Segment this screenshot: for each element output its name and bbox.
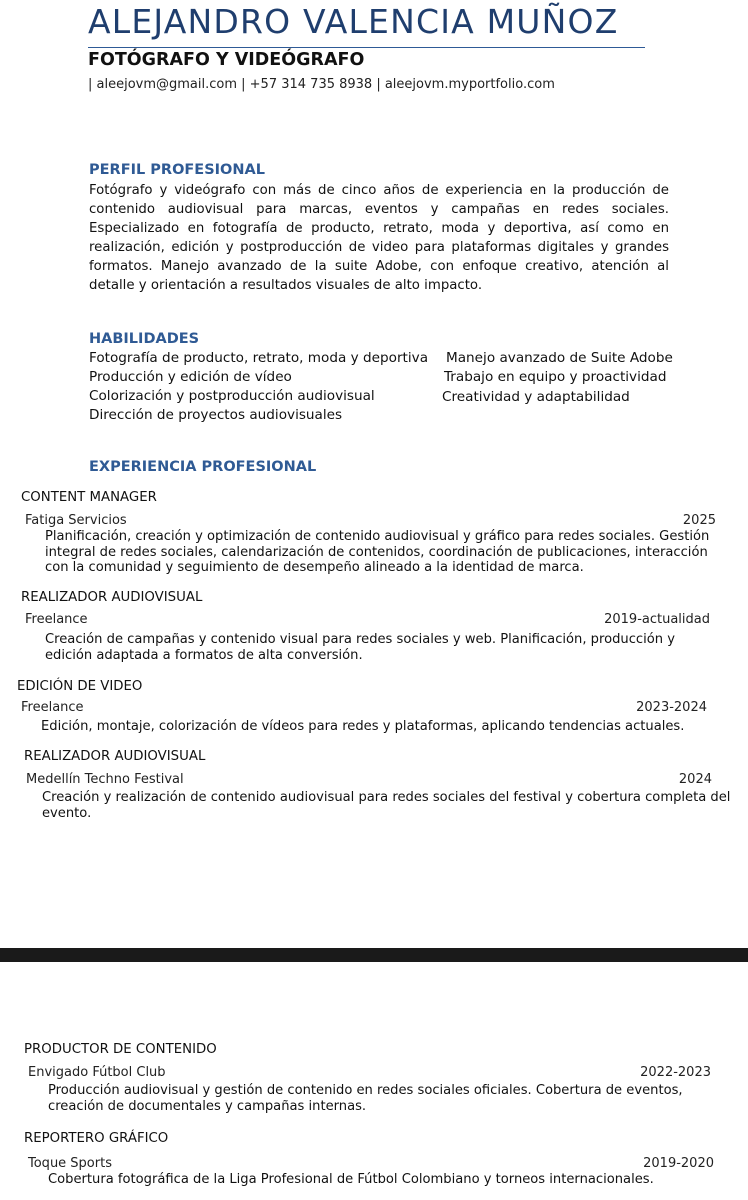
job-description: Producción audiovisual y gestión de contenido en redes sociales oficiales. Cobertura de eventos, creación de documentales y campañas internas.: [48, 1083, 683, 1114]
job-title: CONTENT MANAGER: [21, 490, 157, 505]
skill-item: Dirección de proyectos audiovisuales: [89, 407, 343, 423]
job-date: 2023-2024: [636, 700, 707, 715]
job-description: Cobertura fotográfica de la Liga Profesional de Fútbol Colombiano y torneos internacionales.: [48, 1172, 654, 1187]
job-organization: Fatiga Servicios: [25, 513, 127, 528]
profile-heading: PERFIL PROFESIONAL: [89, 162, 265, 178]
job-organization: Envigado Fútbol Club: [28, 1065, 166, 1080]
job-title: REALIZADOR AUDIOVISUAL: [24, 749, 206, 764]
job-organization: Medellín Techno Festival: [26, 772, 184, 787]
skills-heading: HABILIDADES: [89, 331, 200, 347]
profile-text: Fotógrafo y videógrafo con más de cinco años de experiencia en la producción de contenido audiovisual para marcas, eventos y campañas en redes sociales. Especializado en fotografía de producto, retrato, moda y deportiva, así como en realización, edición y postproducción de video para plataformas digitales y grandes formatos. Manejo avanzado de la suite Adobe, con enfoque creativo, atención al detalle y orientación a resultados visuales de alto impacto.: [89, 183, 669, 293]
job-organization: Freelance: [25, 612, 88, 627]
skill-item: Manejo avanzado de Suite Adobe: [446, 350, 673, 366]
job-organization: Freelance: [21, 700, 84, 715]
name-underline: [88, 47, 645, 48]
candidate-role: FOTÓGRAFO Y VIDEÓGRAFO: [88, 50, 365, 70]
job-date: 2019-actualidad: [604, 612, 710, 627]
page-break-bar: [0, 948, 748, 962]
skill-item: Fotografía de producto, retrato, moda y deportiva: [89, 350, 429, 366]
skill-item: Producción y edición de vídeo: [89, 369, 292, 385]
skill-item: Creatividad y adaptabilidad: [442, 389, 630, 405]
job-description: Planificación, creación y optimización de contenido audiovisual y gráfico para redes sociales. Gestión integral de redes sociales, calendarización de contenidos, coordinación de publicaciones, interacción con la comunidad y seguimiento de desempeño alineado a la identidad de marca.: [45, 529, 710, 575]
candidate-name: ALEJANDRO VALENCIA MUÑOZ: [88, 2, 619, 41]
job-description: Edición, montaje, colorización de vídeos para redes y plataformas, aplicando tendencias actuales.: [41, 719, 685, 734]
job-organization: Toque Sports: [28, 1156, 112, 1171]
job-title: PRODUCTOR DE CONTENIDO: [24, 1042, 217, 1057]
job-title: REALIZADOR AUDIOVISUAL: [21, 590, 203, 605]
experience-heading: EXPERIENCIA PROFESIONAL: [89, 459, 317, 475]
job-description: Creación y realización de contenido audiovisual para redes sociales del festival y cobertura completa del evento.: [42, 790, 731, 821]
skill-item: Colorización y postproducción audiovisual: [89, 388, 375, 404]
job-date: 2022-2023: [640, 1065, 711, 1080]
job-description: Creación de campañas y contenido visual para redes sociales y web. Planificación, producción y edición adaptada a formatos de alta conversión.: [45, 632, 675, 663]
job-title: REPORTERO GRÁFICO: [24, 1131, 169, 1146]
job-title: EDICIÓN DE VIDEO: [17, 679, 143, 694]
job-date: 2025: [682, 513, 716, 528]
job-date: 2019-2020: [643, 1156, 714, 1171]
skill-item: Trabajo en equipo y proactividad: [444, 369, 667, 385]
resume-page-2: [0, 962, 748, 1200]
contact-line: | aleejovm@gmail.com | +57 314 735 8938 | aleejovm.myportfolio.com: [88, 77, 555, 92]
job-date: 2024: [678, 772, 712, 787]
